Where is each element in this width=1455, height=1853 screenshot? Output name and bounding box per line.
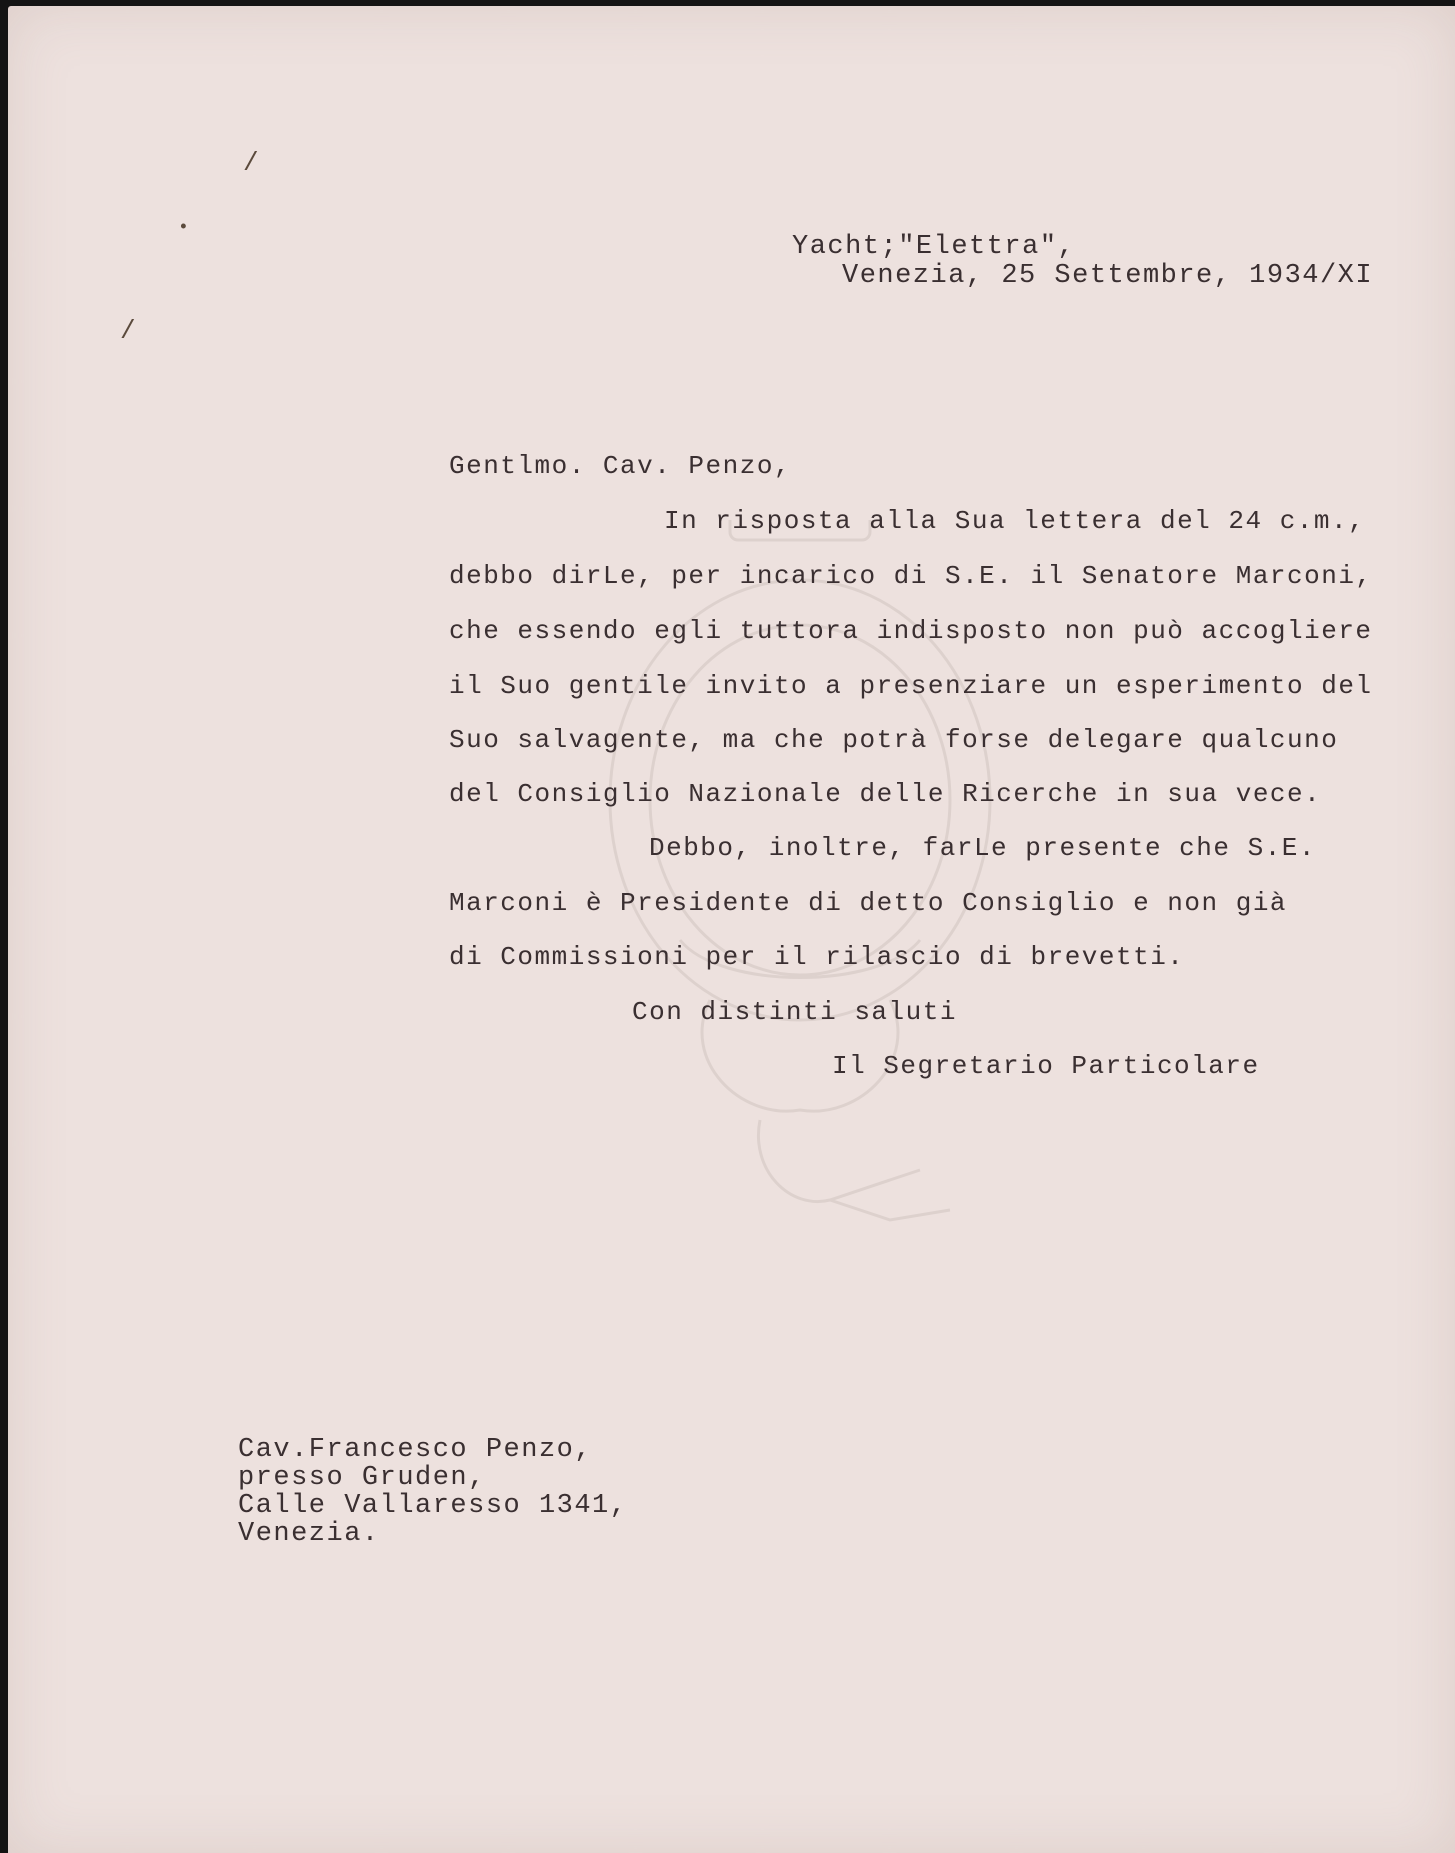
body-line: Marconi è Presidente di detto Consiglio e non già	[449, 888, 1288, 918]
body-line: il Suo gentile invito a presenziare un esperimento del	[449, 671, 1373, 701]
header-date: Venezia, 25 Settembre, 1934/XI	[842, 261, 1374, 291]
body-line: debbo dirLe, per incarico di S.E. il Senatore Marconi,	[449, 561, 1373, 591]
address-line: Venezia.	[238, 1519, 380, 1549]
address-line: presso Gruden,	[238, 1463, 486, 1493]
pen-mark: /	[243, 148, 259, 178]
header-vessel: Yacht;"Elettra",	[792, 232, 1076, 262]
address-line: Cav.Francesco Penzo,	[238, 1435, 593, 1465]
address-line: Calle Vallaresso 1341,	[238, 1491, 628, 1521]
signature-title: Il Segretario Particolare	[832, 1051, 1260, 1081]
body-line: In risposta alla Sua lettera del 24 c.m.,	[664, 506, 1366, 536]
body-line: di Commissioni per il rilascio di brevetti.	[449, 942, 1185, 972]
body-line: Debbo, inoltre, farLe presente che S.E.	[649, 833, 1316, 863]
body-line: Suo salvagente, ma che potrà forse delegare qualcuno	[449, 725, 1339, 755]
body-line: che essendo egli tuttora indisposto non può accogliere	[449, 616, 1373, 646]
closing: Con distinti saluti	[632, 997, 957, 1027]
salutation: Gentlmo. Cav. Penzo,	[449, 451, 792, 481]
body-line: del Consiglio Nazionale delle Ricerche in sua vece.	[449, 779, 1322, 809]
pen-mark: /	[120, 316, 136, 346]
ink-dot: •	[178, 218, 189, 238]
